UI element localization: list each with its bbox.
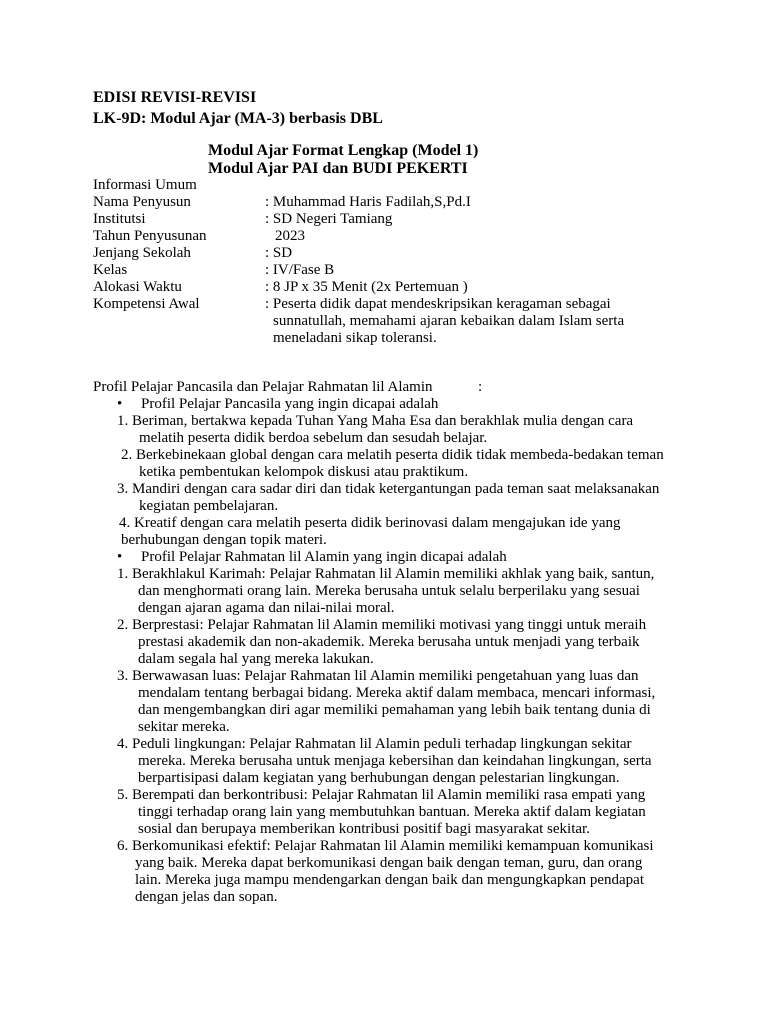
list-item-line: yang baik. Mereka dapat berkomunikasi dengan baik dengan teman, guru, dan orang	[135, 855, 643, 871]
pancasila-bullet: Profil Pelajar Pancasila yang ingin dicapai adalah	[141, 396, 439, 412]
list-item	[117, 787, 646, 838]
list-item	[117, 566, 654, 617]
info-label-alokasi: Alokasi Waktu	[93, 279, 182, 295]
list-item	[117, 515, 620, 549]
list-item-line: 4. Peduli lingkungan: Pelajar Rahmatan lil Alamin peduli terhadap lingkungan sekitar	[117, 736, 632, 752]
list-item-line: melatih peserta didik berdoa sebelum dan sesudah belajar.	[139, 430, 488, 446]
info-value-jenjang: : SD	[265, 245, 293, 261]
list-item-line: prestasi akademik dan non-akademik. Mereka berusaha untuk menjadi yang terbaik	[138, 634, 640, 650]
profil-heading-colon: :	[478, 379, 483, 395]
kompetensi-continuation: sunnatullah, memahami ajaran kebaikan dalam Islam serta	[273, 313, 625, 329]
module-subtitle: Modul Ajar PAI dan BUDI PEKERTI	[208, 160, 468, 177]
info-value-tahun: 2023	[275, 228, 305, 244]
list-item-line: berpartisipasi dalam kegiatan yang berhubungan dengan pelestarian lingkungan.	[138, 770, 620, 786]
list-item-line: 2. Berprestasi: Pelajar Rahmatan lil Alamin memiliki motivasi yang tinggi untuk meraih	[117, 617, 647, 633]
list-item	[121, 447, 664, 481]
list-item	[117, 736, 652, 787]
list-item-line: 4. Kreatif dengan cara melatih peserta didik berinovasi dalam mengajukan ide yang	[119, 515, 621, 531]
kompetensi-continuation: meneladani sikap toleransi.	[273, 330, 437, 346]
list-item-line: lain. Mereka juga mampu mendengarkan dengan baik dan mengungkapkan pendapat	[135, 872, 644, 888]
list-item-line: dan mengembangkan diri agar memiliki pemahaman yang lebih baik tentang dunia di	[138, 702, 651, 718]
list-item-line: dengan ajaran agama dan nilai-nilai moral.	[138, 600, 395, 616]
list-item-line: 1. Beriman, bertakwa kepada Tuhan Yang Maha Esa dan berakhlak mulia dengan cara	[117, 413, 634, 429]
list-item-line: 1. Berakhlakul Karimah: Pelajar Rahmatan lil Alamin memiliki akhlak yang baik, santun,	[117, 566, 655, 582]
list-item	[117, 838, 654, 906]
bullet-icon: •	[117, 396, 123, 412]
info-heading: Informasi Umum	[93, 177, 197, 193]
info-value-alokasi: : 8 JP x 35 Menit (2x Pertemuan )	[265, 279, 468, 295]
info-value-kompetensi: : Peserta didik dapat mendeskripsikan keragaman sebagai	[265, 296, 611, 312]
list-item	[117, 481, 659, 515]
list-item	[117, 617, 646, 668]
info-value-kelas: : IV/Fase B	[265, 262, 335, 278]
list-item-line: 3. Berwawasan luas: Pelajar Rahmatan lil Alamin memiliki pengetahuan yang luas dan	[117, 668, 639, 684]
list-item-line: sekitar mereka.	[138, 719, 230, 735]
list-item-line: dalam segala hal yang mereka lakukan.	[138, 651, 374, 667]
list-item-line: 5. Berempati dan berkontribusi: Pelajar Rahmatan lil Alamin memiliki rasa empati yang	[117, 787, 646, 803]
list-item-line: mendalam tentang berbagai bidang. Mereka aktif dalam membaca, mencari informasi,	[138, 685, 656, 701]
info-value-institusi: : SD Negeri Tamiang	[265, 211, 393, 227]
list-item-line: 6. Berkomunikasi efektif: Pelajar Rahmatan lil Alamin memiliki kemampuan komunikasi	[117, 838, 654, 854]
list-item-line: dengan jelas dan sopan.	[135, 889, 278, 905]
list-item-line: tinggi terhadap orang lain yang membutuhkan bantuan. Mereka aktif dalam kegiatan	[138, 804, 646, 820]
list-item-line: berhubungan dengan topik materi.	[121, 532, 327, 548]
lk-title: LK-9D: Modul Ajar (MA-3) berbasis DBL	[93, 110, 383, 127]
list-item-line: dan menghormati orang lain. Mereka berusaha untuk selalu berperilaku yang sesuai	[138, 583, 640, 599]
list-item-line: sosial dan berupaya memberikan kontribusi positif bagi masyarakat sekitar.	[138, 821, 590, 837]
list-item-line: mereka. Mereka berusaha untuk menjaga kebersihan dan keindahan lingkungan, serta	[138, 753, 652, 769]
info-label-nama: Nama Penyusun	[93, 194, 191, 210]
list-item-line: 3. Mandiri dengan cara sadar diri dan tidak ketergantungan pada teman saat melaksanakan	[117, 481, 660, 497]
info-label-tahun: Tahun Penyusunan	[93, 228, 207, 244]
list-item-line: ketika pembentukan kelompok diskusi atau praktikum.	[139, 464, 469, 480]
list-item	[117, 668, 655, 736]
info-value-nama: : Muhammad Haris Fadilah,S,Pd.I	[265, 194, 471, 210]
module-title: Modul Ajar Format Lengkap (Model 1)	[208, 142, 479, 159]
list-item	[117, 413, 633, 447]
bullet-icon: •	[117, 549, 123, 565]
edition-title: EDISI REVISI-REVISI	[93, 89, 257, 106]
info-label-institusi: Institutsi	[93, 211, 146, 227]
info-label-jenjang: Jenjang Sekolah	[93, 245, 191, 261]
profil-heading: Profil Pelajar Pancasila dan Pelajar Rahmatan lil Alamin	[93, 379, 433, 395]
list-item-line: kegiatan pembelajaran.	[139, 498, 279, 514]
info-label-kelas: Kelas	[93, 262, 128, 278]
info-label-kompetensi: Kompetensi Awal	[93, 296, 200, 312]
rahmatan-bullet: Profil Pelajar Rahmatan lil Alamin yang ingin dicapai adalah	[141, 549, 507, 565]
list-item-line: 2. Berkebinekaan global dengan cara melatih peserta didik tidak membeda-bedakan teman	[121, 447, 664, 463]
